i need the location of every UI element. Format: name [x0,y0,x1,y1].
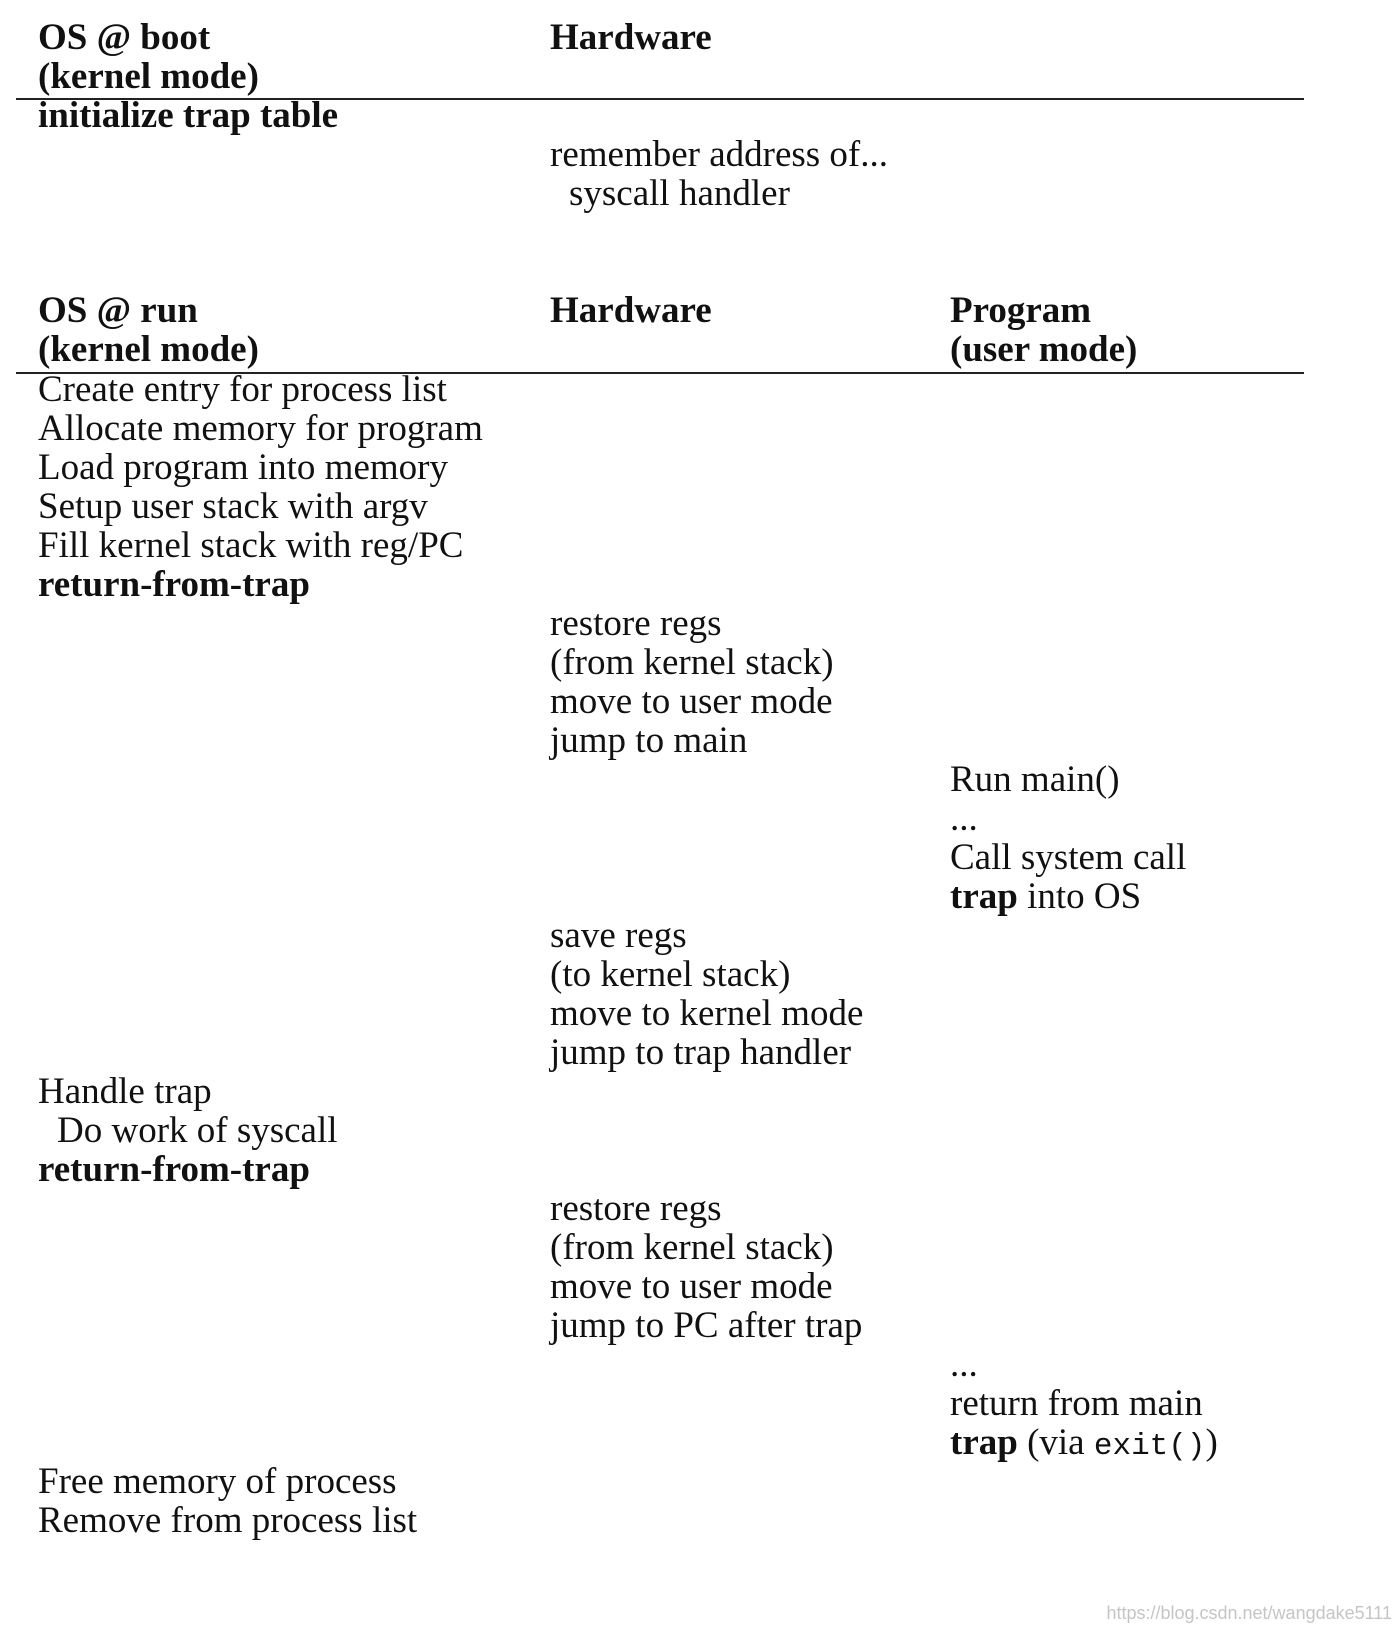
program-step-trap-exit [950,1423,1218,1467]
boot-os-header-line-2: (kernel mode) [38,56,259,97]
hardware-step: restore regs [550,603,722,644]
run-os-header-line-1: OS @ run [38,290,198,331]
hardware-step: save regs [550,915,687,956]
hardware-step: jump to main [550,720,748,761]
hardware-step: (to kernel stack) [550,954,791,995]
hardware-step: move to user mode [550,1266,833,1307]
trap-keyword: trap [950,876,1018,917]
os-step: Setup user stack with argv [38,486,428,527]
hardware-step: (from kernel stack) [550,642,834,683]
trap-suffix: into OS [1017,876,1142,917]
boot-os-header-line-1: OS @ boot [38,17,211,58]
trap-keyword: trap [950,1422,1018,1463]
os-step: Handle trap [38,1071,212,1112]
hardware-step: move to user mode [550,681,833,722]
os-step: Allocate memory for program [38,408,483,449]
boot-hardware-row: syscall handler [569,173,790,214]
boot-hardware-header: Hardware [550,17,712,58]
watermark-text: https://blog.csdn.net/wangdake5111 [1106,1603,1392,1623]
os-step: Free memory of process [38,1461,397,1502]
os-step-return-from-trap: return-from-trap [38,1149,310,1190]
os-step: Fill kernel stack with reg/PC [38,525,464,566]
boot-os-row: initialize trap table [38,95,339,136]
os-step: Remove from process list [38,1500,418,1541]
hardware-step: restore regs [550,1188,722,1229]
program-step: return from main [950,1383,1203,1424]
os-step: Do work of syscall [57,1110,338,1151]
program-step: ... [950,1344,978,1385]
run-hardware-header: Hardware [550,290,712,331]
hardware-step: jump to trap handler [550,1032,852,1073]
os-step-return-from-trap: return-from-trap [38,564,310,605]
run-program-header-line-1: Program [950,290,1092,331]
hardware-step: (from kernel stack) [550,1227,834,1268]
run-program-header-line-2: (user mode) [950,329,1138,370]
program-step: ... [950,798,978,839]
exit-code: exit() [1093,1429,1206,1464]
hardware-step: jump to PC after trap [550,1305,863,1346]
os-step: Load program into memory [38,447,448,488]
program-step-trap [950,877,1141,917]
program-step: Call system call [950,837,1187,878]
hardware-step: move to kernel mode [550,993,864,1034]
boot-hardware-row: remember address of... [550,134,889,175]
via-open: (via [1017,1422,1094,1463]
run-os-header-line-2: (kernel mode) [38,329,259,370]
via-close: ) [1205,1422,1218,1463]
program-step: Run main() [950,759,1120,800]
os-step: Create entry for process list [38,369,447,410]
